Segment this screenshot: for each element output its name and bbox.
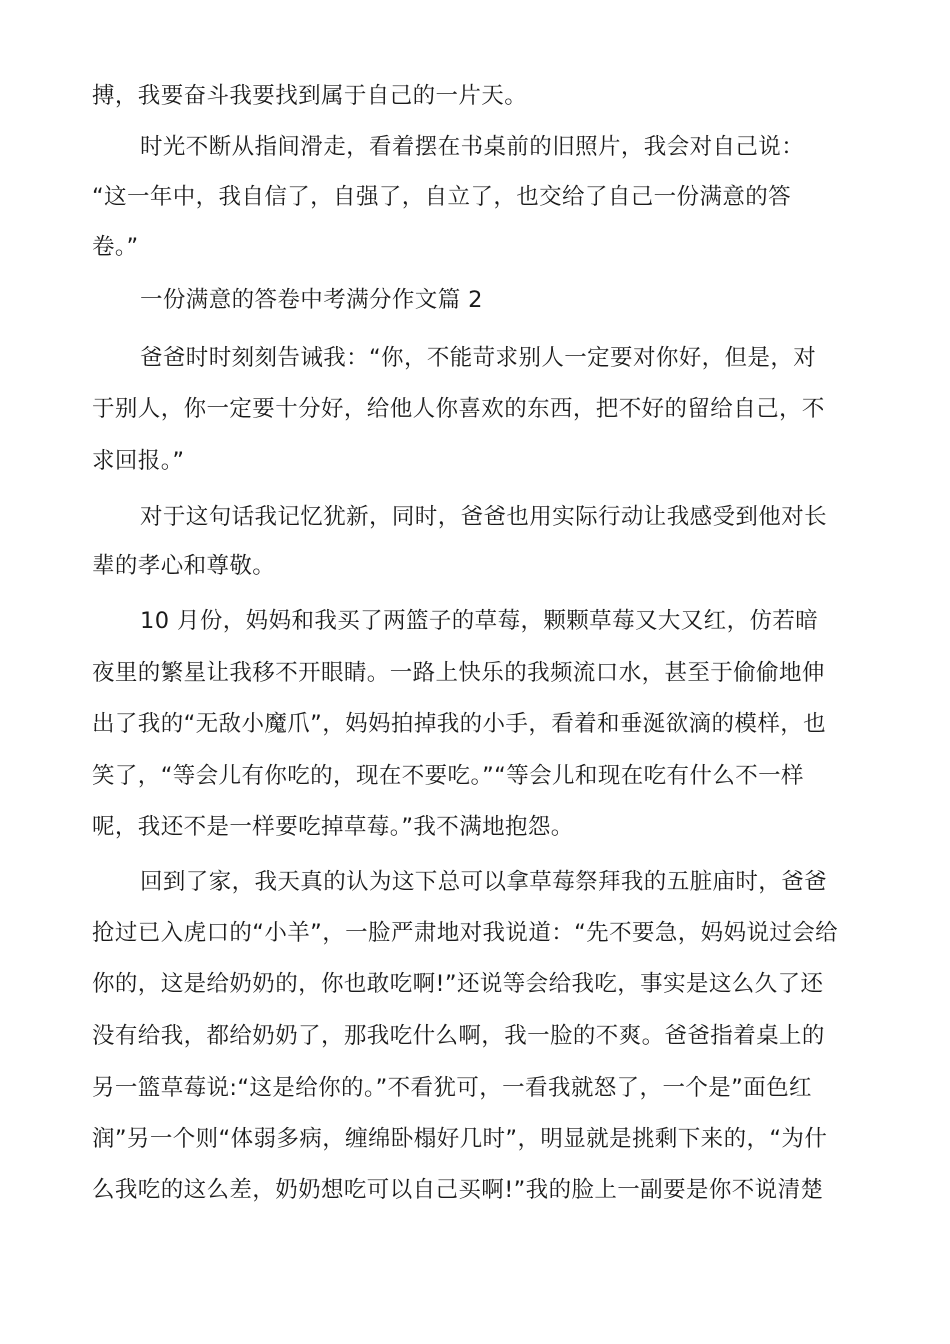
text-line: “这一年中，我自信了，自强了，自立了，也交给了自己一份满意的答: [92, 184, 792, 210]
text-line: 没有给我，都给奶奶了，那我吃什么啊，我一脸的不爽。爸爸指着桌上的: [92, 1023, 825, 1049]
text-line: 卷。”: [92, 234, 139, 260]
section-heading: 一份满意的答卷中考满分作文篇 2: [140, 287, 483, 313]
paragraph-start: 时光不断从指间滑走，看着摆在书桌前的旧照片，我会对自己说：: [140, 134, 805, 160]
text-line: 于别人，你一定要十分好，给他人你喜欢的东西，把不好的留给自己，不: [92, 396, 825, 422]
text-line: 夜里的繁星让我移不开眼睛。一路上快乐的我频流口水，甚至于偷偷地伸: [92, 660, 825, 686]
paragraph-start: 对于这句话我记忆犹新，同时，爸爸也用实际行动让我感受到他对长: [140, 504, 828, 530]
paragraph-start: 回到了家，我天真的认为这下总可以拿草莓祭拜我的五脏庙时，爸爸: [140, 869, 828, 895]
text-line: 抢过已入虎口的“小羊”，一脸严肃地对我说道：“先不要急，妈妈说过会给: [92, 920, 839, 946]
text-line: 笑了，“等会儿有你吃的，现在不要吃。”“等会儿和现在吃有什么不一样: [92, 763, 804, 789]
text-line: 你的，这是给奶奶的，你也敢吃啊!”还说等会给我吃，事实是这么久了还: [92, 971, 824, 997]
paragraph-start: 爸爸时时刻刻告诫我：“你，不能苛求别人一定要对你好，但是，对: [140, 345, 817, 371]
text-line: 搏，我要奋斗我要找到属于自己的一片天。: [92, 83, 528, 109]
paragraph-start: 10 月份，妈妈和我买了两篮子的草莓，颗颗草莓又大又红，仿若暗: [140, 608, 819, 634]
text-line: 润”另一个则“体弱多病，缠绵卧榻好几时”，明显就是挑剩下来的，“为什: [92, 1126, 828, 1152]
text-line: 辈的孝心和尊敬。: [92, 553, 276, 579]
text-line: 么我吃的这么差，奶奶想吃可以自己买啊!”我的脸上一副要是你不说清楚: [92, 1177, 824, 1203]
text-line: 呢，我还不是一样要吃掉草莓。”我不满地抱怨。: [92, 814, 574, 840]
text-line: 出了我的“无敌小魔爪”，妈妈拍掉我的小手，看着和垂涎欲滴的模样，也: [92, 711, 827, 737]
text-line: 另一篮草莓说:“这是给你的。”不看犹可，一看我就怒了，一个是”面色红: [92, 1075, 812, 1101]
text-line: 求回报。”: [92, 448, 185, 474]
